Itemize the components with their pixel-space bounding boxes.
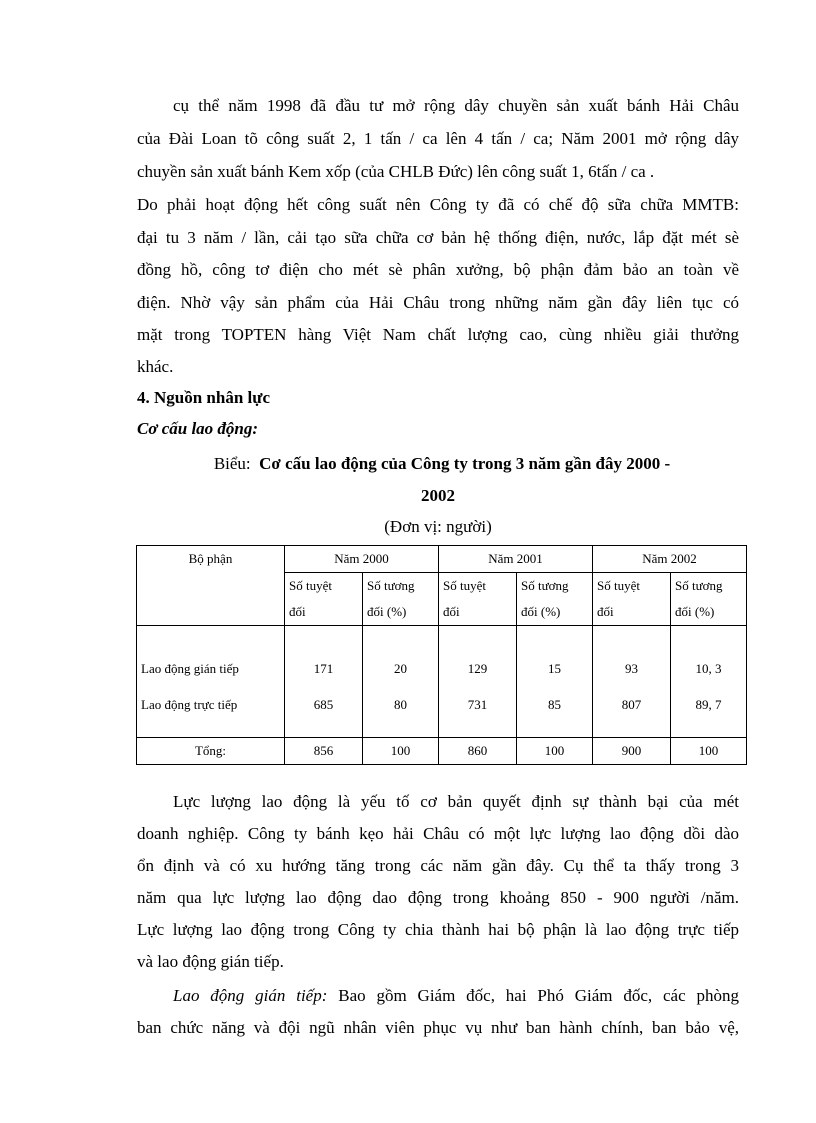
table-cell: 685 [285, 686, 363, 738]
table-cell: 129 [439, 626, 517, 686]
table-total-row [137, 738, 747, 765]
table-cell: 731 [439, 686, 517, 738]
table-cell: 20 [363, 626, 439, 686]
table-caption [137, 454, 747, 474]
total-cell: 100 [517, 738, 593, 765]
paragraph3-line: ban chức năng và đội ngũ nhân viên phục vụ như ban hành chính, ban bảo vệ, [137, 1018, 739, 1037]
paragraph1-line: điện. Nhờ vậy sản phẩm của Hải Châu trong những năm gần đây liên tục có [137, 293, 739, 312]
table-row [137, 686, 747, 738]
total-cell: 900 [593, 738, 671, 765]
total-cell: 860 [439, 738, 517, 765]
labor-structure-table [136, 545, 747, 765]
paragraph2-line: Lực lượng lao động trong Công ty chia thành hai bộ phận là lao động trực tiếp [137, 920, 739, 939]
subheader-absolute: Số tuyệt đối [439, 573, 517, 626]
section-heading: 4. Nguồn nhân lực [137, 388, 271, 407]
paragraph1-line: đại tu 3 năm / lần, cải tạo sữa chữa cơ bản hệ thống điện, nước, lắp đặt mét sè [137, 228, 739, 247]
table-cell: 15 [517, 626, 593, 686]
header-year: Năm 2001 [439, 546, 593, 573]
table-cell: 85 [517, 686, 593, 738]
header-year: Năm 2000 [285, 546, 439, 573]
table-cell: 93 [593, 626, 671, 686]
subheader-absolute: Số tuyệt đối [285, 573, 363, 626]
table-cell: 80 [363, 686, 439, 738]
paragraph2-line: doanh nghiệp. Công ty bánh kẹo hải Châu có một lực lượng lao động dồi dào [137, 824, 739, 843]
total-cell: 100 [363, 738, 439, 765]
header-year: Năm 2002 [593, 546, 747, 573]
caption-title: Cơ cấu lao động của Công ty trong 3 năm gần đây 2000 - [259, 454, 671, 473]
row-label: Lao động gián tiếp [137, 626, 285, 686]
line1-rest: Bao gồm Giám đốc, hai Phó Giám đốc, các phòng [327, 986, 739, 1005]
table-row [137, 626, 747, 686]
paragraph1-line: đồng hồ, công tơ điện cho mét sè phân xưởng, bộ phận đảm bảo an toàn về [137, 260, 739, 279]
table-cell: 10, 3 [671, 626, 747, 686]
caption-prefix: Biểu: [213, 454, 251, 473]
paragraph1-line: chuyền sản xuất bánh Kem xốp (của CHLB Đức) lên công suất 1, 6tấn / ca . [137, 162, 655, 181]
paragraph1-line: mặt trong TOPTEN hàng Việt Nam chất lượng cao, cùng nhiều giải thưởng [137, 325, 739, 344]
subheader-absolute: Số tuyệt đối [593, 573, 671, 626]
paragraph2-line: Lực lượng lao động là yếu tố cơ bản quyết định sự thành bại của mét [173, 792, 739, 811]
row-label: Lao động trực tiếp [137, 686, 285, 738]
subheader-relative: Số tương đối (%) [363, 573, 439, 626]
paragraph1-line: Do phải hoạt động hết công suất nên Công ty đã có chế độ sữa chữa MMTB: [137, 195, 739, 214]
paragraph1-line: cụ thể năm 1998 đã đầu tư mở rộng dây chuyền sản xuất bánh Hải Châu [173, 96, 739, 115]
lead-italic: Lao động gián tiếp: [173, 986, 328, 1005]
paragraph2-line: và lao động gián tiếp. [137, 952, 284, 971]
table-cell: 89, 7 [671, 686, 747, 738]
table-cell: 171 [285, 626, 363, 686]
caption-unit: (Đơn vị: người) [384, 517, 492, 536]
paragraph1-line: của Đài Loan tõ công suất 2, 1 tấn / ca lên 4 tấn / ca; Năm 2001 mở rộng dây [137, 129, 739, 148]
header-dept: Bộ phận [137, 546, 285, 626]
subheading: Cơ cấu lao động: [137, 419, 259, 438]
total-label: Tổng: [137, 738, 285, 765]
paragraph3-line [137, 986, 739, 1006]
total-cell: 856 [285, 738, 363, 765]
caption-title-line2: 2002 [421, 486, 455, 505]
table-cell: 807 [593, 686, 671, 738]
subheader-relative: Số tương đối (%) [517, 573, 593, 626]
table-header-row [137, 546, 747, 573]
subheader-relative: Số tương đối (%) [671, 573, 747, 626]
total-cell: 100 [671, 738, 747, 765]
paragraph2-line: ổn định và có xu hướng tăng trong các năm gần đây. Cụ thể ta thấy trong 3 [137, 856, 739, 875]
paragraph2-line: năm qua lực lượng lao động dao động trong khoảng 850 - 900 người /năm. [137, 888, 739, 907]
paragraph1-line: khác. [137, 357, 174, 376]
